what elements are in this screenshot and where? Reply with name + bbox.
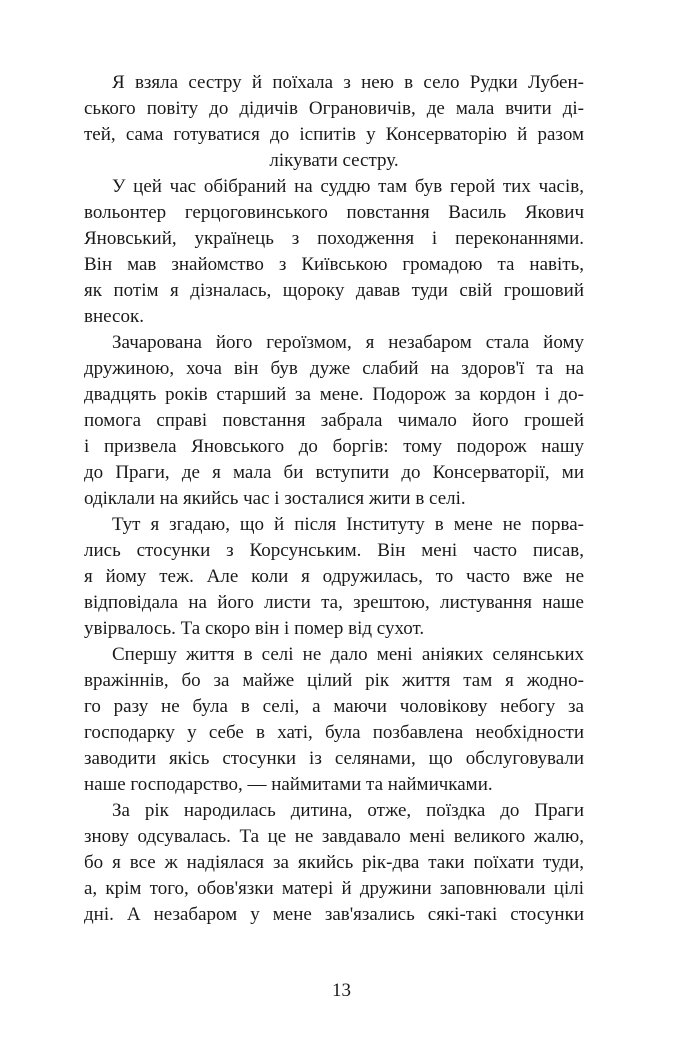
paragraph (84, 642, 584, 798)
text-line: За рік народилась дитина, отже, поїздка до Праги (112, 800, 584, 821)
text-line: одіклали на якийсь час і зосталися жити в селі. (84, 488, 466, 509)
text-line: Я взяла сестру й поїхала з нею в село Рудки Лубен- (112, 72, 584, 93)
text-line: вражіннів, бо за майже цілий рік життя там я жодно- (84, 670, 584, 691)
text-line: Зачарована його героїзмом, я незабаром стала йому (112, 332, 584, 353)
text-line: бо я все ж надіялася за якийсь рік-два таки поїхати туди, (84, 852, 584, 873)
text-line: го разу не була в селі, а маючи чоловікову небогу за (84, 696, 584, 717)
paragraph (84, 798, 584, 928)
text-line: господарку у себе в хаті, була позбавлена необхідности (84, 722, 584, 743)
text-line: ського повіту до дідичів Ограновичів, де мала вчити ді- (84, 98, 584, 119)
body-text (84, 70, 584, 928)
text-line: як потім я дізналась, щороку давав туди свій грошовий (84, 280, 584, 301)
text-line: лікувати сестру. (269, 150, 399, 171)
text-line: відповідала на його листи та, зрештою, листування наше (84, 592, 584, 613)
text-line: внесок. (84, 306, 144, 327)
text-line: Спершу життя в селі не дало мені аніяких селянських (112, 644, 584, 665)
text-line: наше господарство, — наймитами та наймичками. (84, 774, 493, 795)
page-number: 13 (332, 980, 351, 1001)
text-line: вольонтер герцоговинського повстання Василь Якович (84, 202, 584, 223)
paragraph (84, 330, 584, 512)
text-line: знову одсувалась. Та це не завдавало мені великого жалю, (84, 826, 584, 847)
text-line: а, крім того, обов'язки матері й дружини заповнювали цілі (84, 878, 584, 899)
text-line: увірвалось. Та скоро він і помер від сухот. (84, 618, 425, 639)
text-line: двадцять років старший за мене. Подорож за кордон і до- (84, 384, 584, 405)
paragraph (84, 512, 584, 642)
text-line: дружиною, хоча він був дуже слабий на здоров'ї та на (84, 358, 584, 379)
text-line: тей, сама готуватися до іспитів у Консерваторію й разом (84, 124, 584, 145)
text-line: дні. А незабаром у мене зав'язались сякі-такі стосунки (84, 904, 584, 925)
text-line: заводити якісь стосунки із селянами, що обслуговували (84, 748, 584, 769)
text-line: Він мав знайомство з Київською громадою та навіть, (84, 254, 584, 275)
text-line: і призвела Яновського до боргів: тому подорож нашу (84, 436, 584, 457)
text-line: Яновський, українець з походження і переконаннями. (84, 228, 584, 249)
text-line: я йому теж. Але коли я одружилась, то часто вже не (84, 566, 584, 587)
text-line: до Праги, де я мала би вступити до Консерваторії, ми (84, 462, 584, 483)
text-line: лись стосунки з Корсунським. Він мені часто писав, (84, 540, 584, 561)
text-line: У цей час обібраний на суддю там був герой тих часів, (112, 176, 584, 197)
text-line: помога справі повстання забрала чимало його грошей (84, 410, 584, 431)
text-line: Тут я згадаю, що й після Інституту в мене не порва- (112, 514, 584, 535)
paragraph (84, 174, 584, 330)
paragraph (84, 70, 584, 174)
